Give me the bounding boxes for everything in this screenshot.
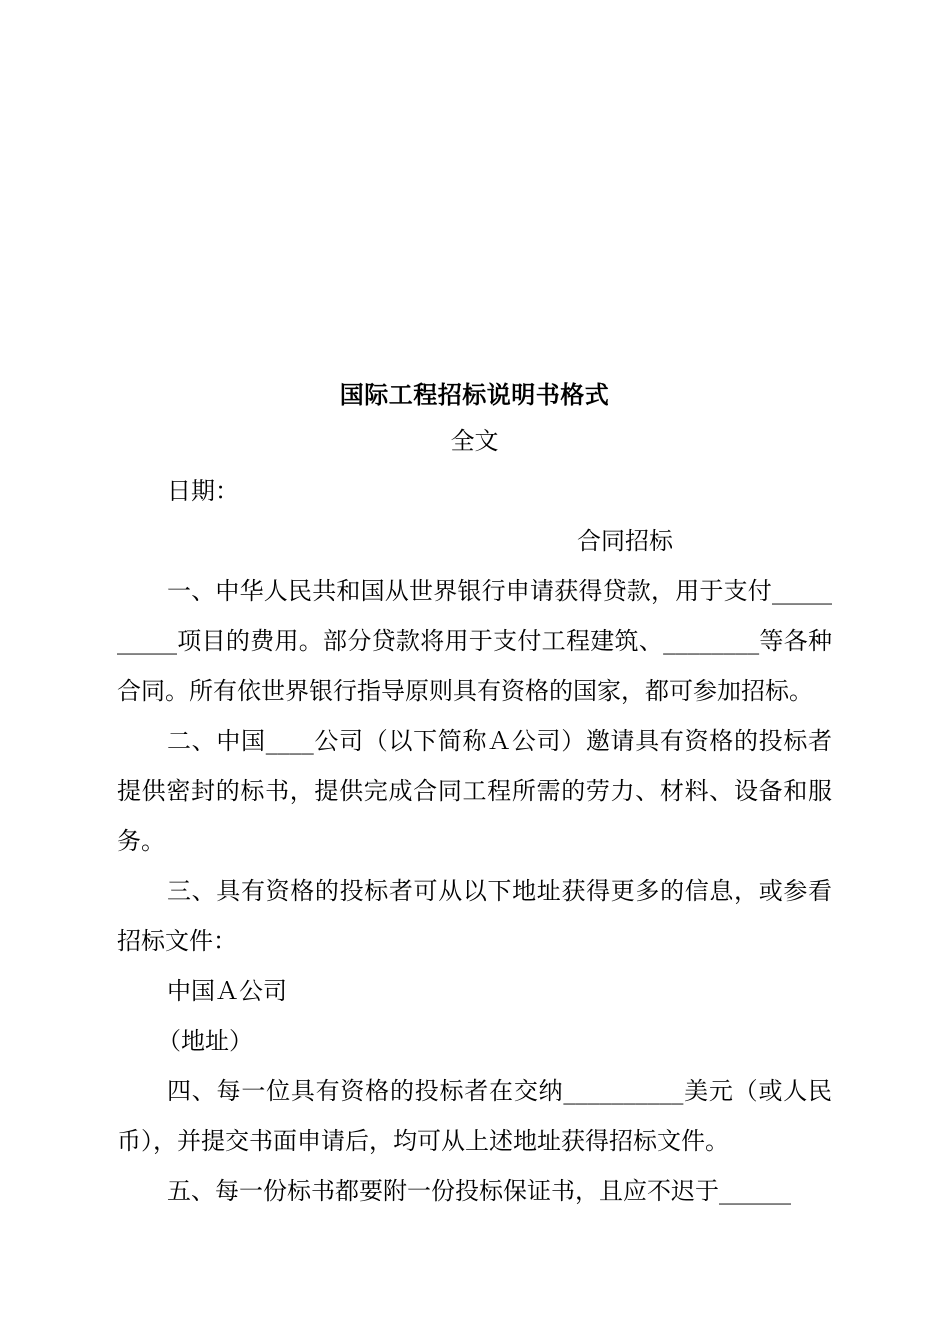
document-title: 国际工程招标说明书格式 xyxy=(339,380,610,409)
date-label: 日期： xyxy=(167,477,239,505)
contract-label: 合同招标 xyxy=(577,527,673,555)
address-line: （地址） xyxy=(157,1027,253,1055)
paragraph-two: 二、中国____公司（以下简称Ａ公司）邀请具有资格的投标者提供密封的标书，提供完成合同工程所需的劳力、材料、设备和服务。 xyxy=(117,727,832,855)
paragraph-three: 三、具有资格的投标者可从以下地址获得更多的信息，或参看招标文件： xyxy=(117,877,832,955)
paragraph-four: 四、每一位具有资格的投标者在交纳__________美元（或人民币），并提交书面申请后，均可从上述地址获得招标文件。 xyxy=(117,1077,832,1155)
company-line: 中国Ａ公司 xyxy=(167,977,287,1005)
document-body xyxy=(117,374,832,1216)
paragraph-one: 一、中华人民共和国从世界银行申请获得贷款，用于支付__________项目的费用。部分贷款将用于支付工程建筑、________等各种合同。所有依世界银行指导原则具有资格的国家，都可参加招标。 xyxy=(117,577,832,705)
paragraph-five: 五、每一份标书都要附一份投标保证书，且应不迟于______ xyxy=(167,1177,791,1205)
document-subtitle: 全文 xyxy=(450,427,499,455)
